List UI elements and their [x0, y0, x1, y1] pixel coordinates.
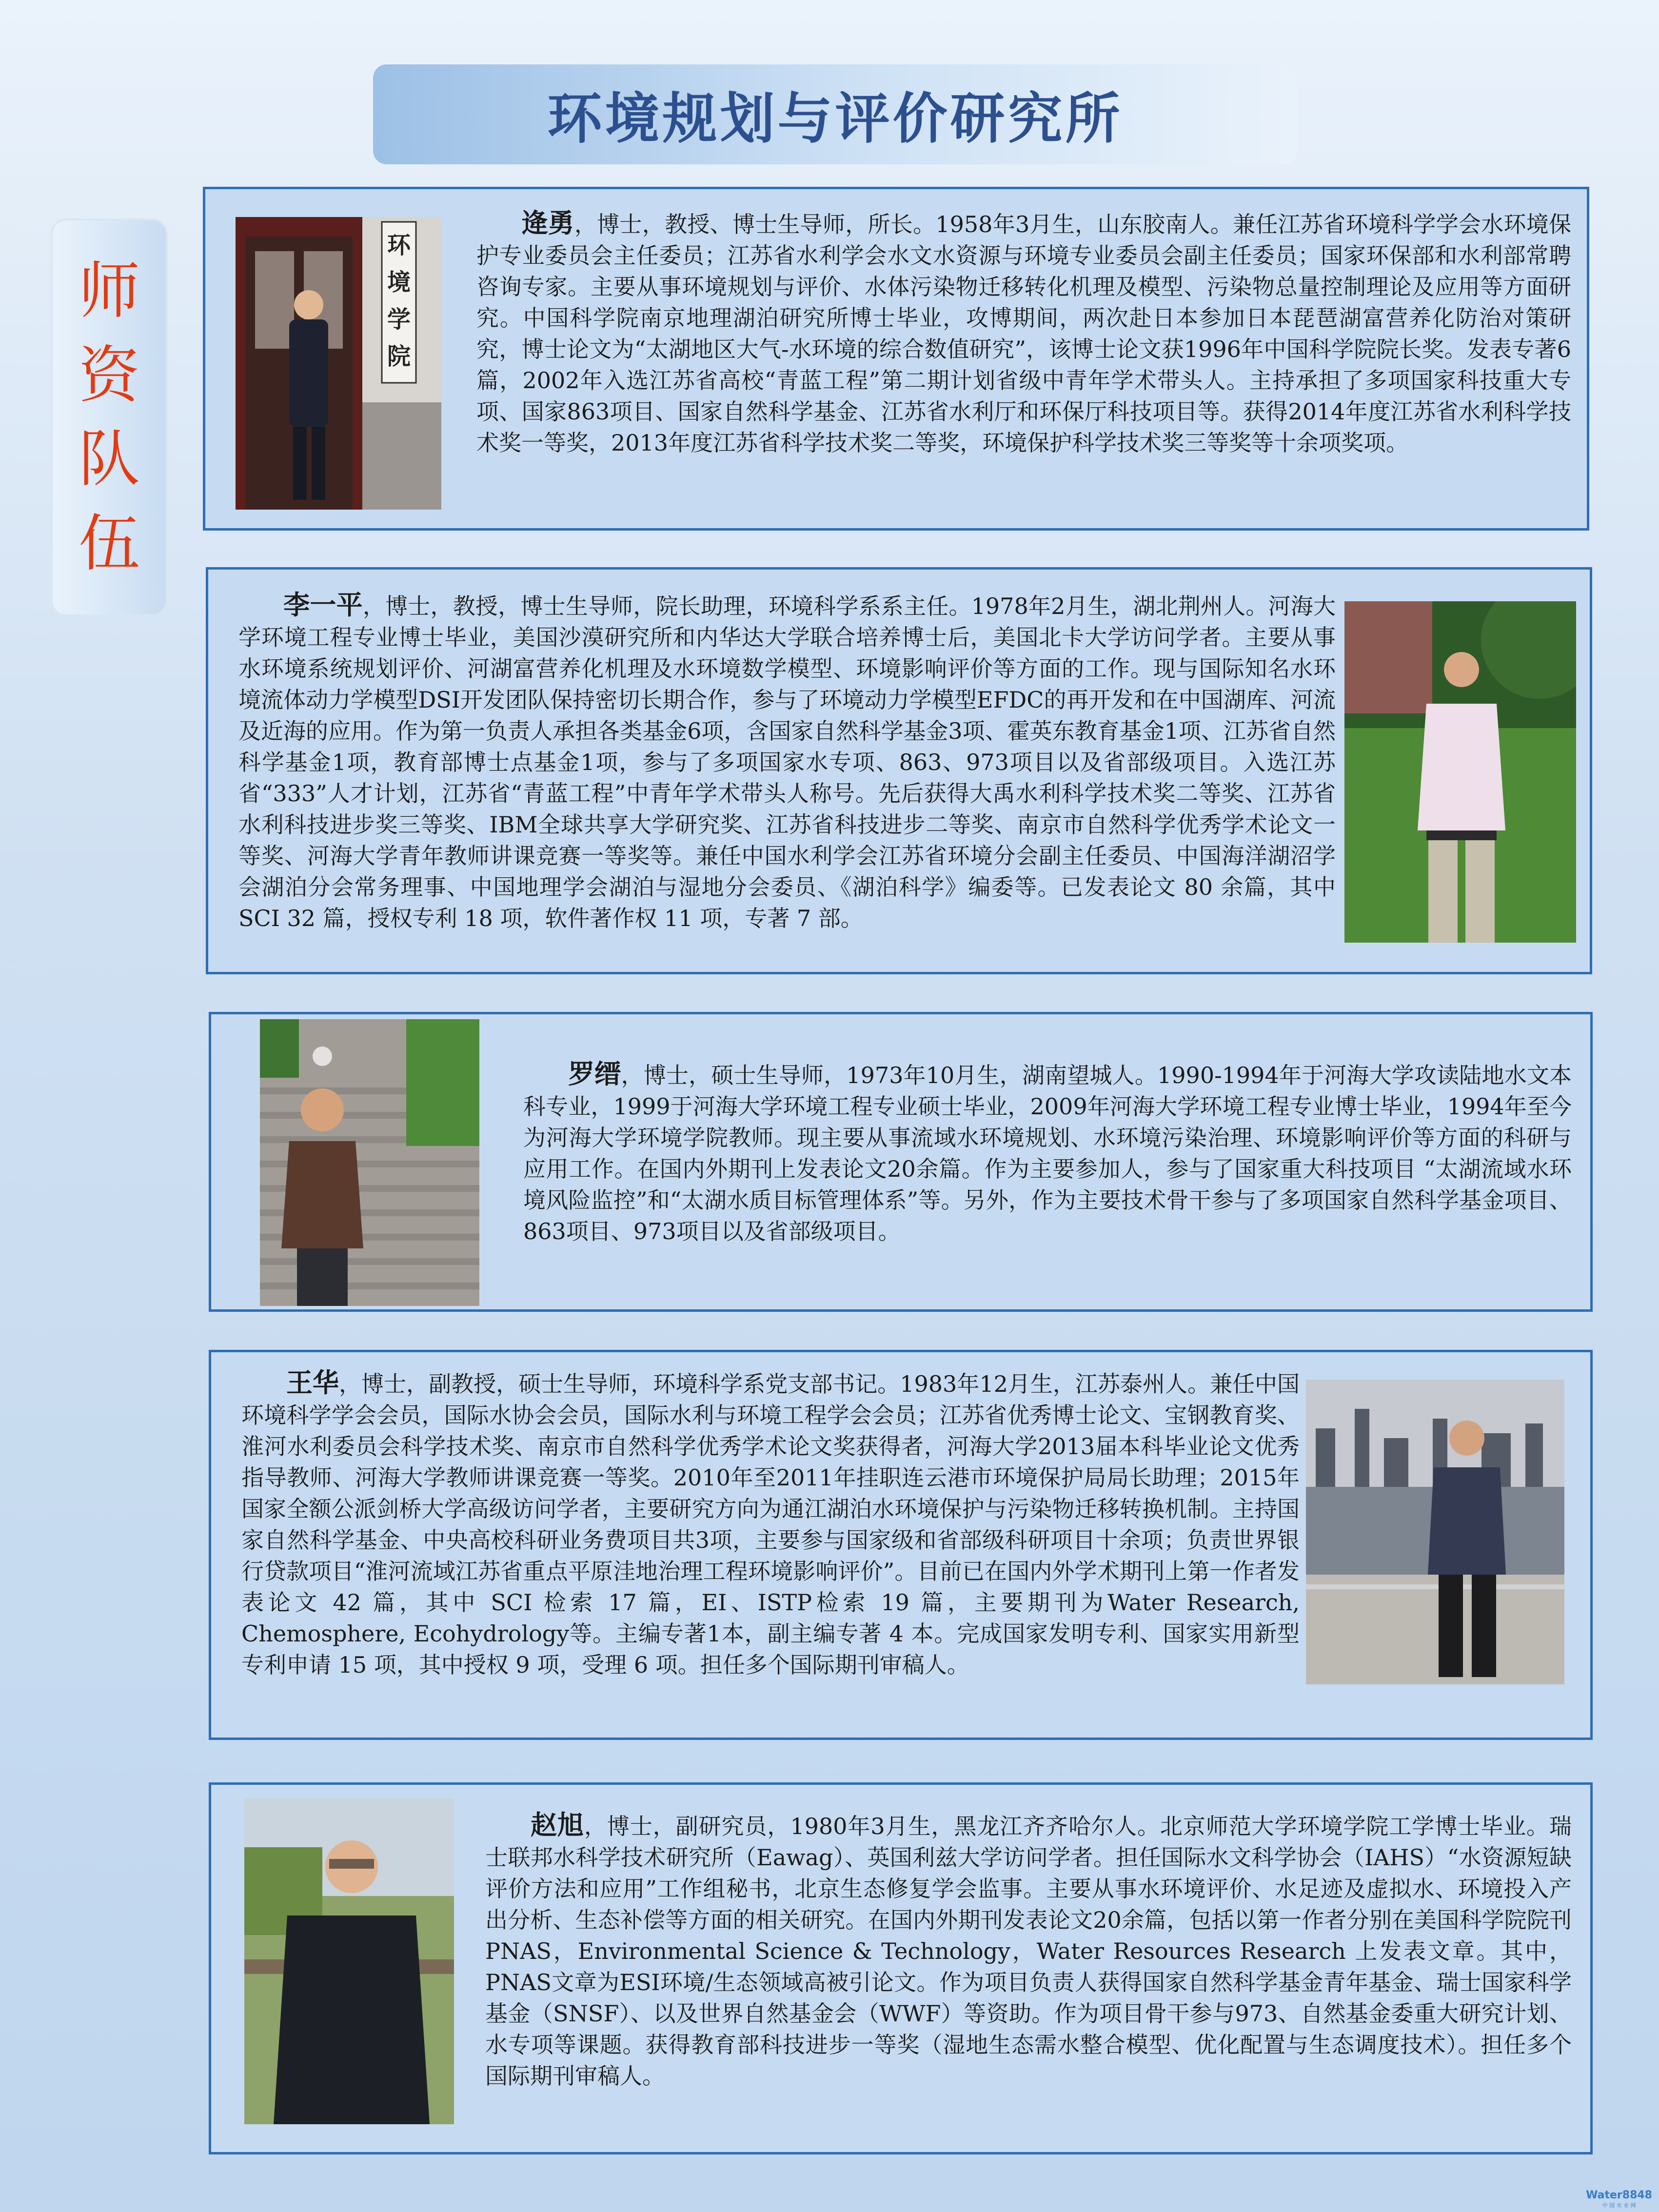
member-card	[209, 1782, 1593, 2154]
member-bio	[241, 1367, 1300, 1680]
side-label-char: 队	[79, 423, 140, 495]
member-card	[209, 1012, 1593, 1312]
member-photo	[1344, 601, 1576, 943]
member-name: 罗缙	[568, 1058, 621, 1089]
member-name: 李一平	[283, 589, 363, 620]
member-photo	[236, 217, 441, 510]
member-photo	[260, 1019, 479, 1306]
member-description: ，博士，教授、博士生导师，所长。1958年3月生，山东胶南人。兼任江苏省环境科学学会水环境保护专业委员会主任委员；江苏省水利学会水文水资源与环境专业委员会副主任委员；国家环保部和水利部常聘咨询专家。主要从事环境规划与评价、水体污染物迁移转化机理及模型、污染物总量控制理论及应用等方面研究。中国科学院南京地理湖泊研究所博士毕业，攻博期间，两次赴日本参加日本琵琶湖富营养化防治对策研究，博士论文为“太湖地区大气-水环境的综合数值研究”，该博士论文获1996年中国科学院院长奖。发表专著6篇，2002年入选江苏省高校“青蓝工程”第二期计划省级中青年学术带头人。主持承担了多项国家科技重大专项、国家863项目、国家自然科学基金、江苏省水利厅和环保厅科技项目等。获得2014年度江苏省水利科学技术奖一等奖，2013年度江苏省科学技术奖二等奖，环境保护科学技术奖三等奖等十余项奖项。	[476, 211, 1571, 456]
member-bio	[476, 207, 1571, 458]
member-card	[206, 567, 1592, 974]
member-bio	[238, 589, 1336, 934]
member-bio	[485, 1809, 1572, 2092]
side-label-tab	[51, 218, 168, 616]
member-description: ，博士，教授，博士生导师，院长助理，环境科学系系主任。1978年2月生，湖北荆州人。河海大学环境工程专业博士毕业，美国沙漠研究所和内华达大学联合培养博士后，美国北卡大学访问学者。主要从事水环境系统规划评价、河湖富营养化机理及水环境数学模型、环境影响评价等方面的工作。现与国际知名水环境流体动力学模型DSI开发团队保持密切长期合作，参与了环境动力学模型EFDC的再开发和在中国湖库、河流及近海的应用。作为第一负责人承担各类基金6项，含国家自然科学基金3项、霍英东教育基金1项、江苏省自然科学基金1项，教育部博士点基金1项，参与了多项国家水专项、863、973项目以及省部级项目。入选江苏省“333”人才计划，江苏省“青蓝工程”中青年学术带头人称号。先后获得大禹水利科学技术奖二等奖、江苏省水利科技进步奖三等奖、IBM全球共享大学研究奖、江苏省科技进步二等奖、南京市自然科学优秀学术论文一等奖、河海大学青年教师讲课竞赛一等奖等。兼任中国水利学会江苏省环境分会副主任委员、中国海洋湖沼学会湖泊分会常务理事、中国地理学会湖泊与湿地分会委员、《湖泊科学》编委等。已发表论文 80 余篇，其中SCI 32 篇，授权专利 18 项，软件著作权 11 项，专著 7 部。	[238, 593, 1336, 931]
watermark-brand: Water8848	[1586, 2189, 1652, 2201]
page-title: 环境规划与评价研究所	[547, 87, 1123, 151]
title-banner	[373, 64, 1297, 164]
member-name: 逄勇	[521, 207, 574, 238]
member-photo	[244, 1798, 454, 2124]
member-card	[209, 1350, 1593, 1740]
member-name: 赵旭	[530, 1809, 584, 1840]
watermark-logo	[1586, 2189, 1652, 2209]
member-description: ，博士，副研究员，1980年3月生，黑龙江齐齐哈尔人。北京师范大学环境学院工学博士毕业。瑞士联邦水科学技术研究所（Eawag）、英国利兹大学访问学者。担任国际水文科学协会（IAHS）“水资源短缺评价方法和应用”工作组秘书，北京生态修复学会监事。主要从事水环境评价、水足迹及虚拟水、环境投入产出分析、生态补偿等方面的相关研究。在国内外期刊发表论文20余篇，包括以第一作者分别在美国科学院院刊PNAS，Environmental Science & Technology，Water Resources Research 上发表文章。其中，PNAS文章为ESI环境/生态领域高被引论文。作为项目负责人获得国家自然科学基金青年基金、瑞士国家科学基金（SNSF）、以及世界自然基金会（WWF）等资助。作为项目骨干参与973、自然基金委重大研究计划、水专项等课题。获得教育部科技进步一等奖（湿地生态需水整合模型、优化配置与生态调度技术）。担任多个国际期刊审稿人。	[485, 1813, 1572, 2089]
member-description: ，博士，硕士生导师，1973年10月生，湖南望城人。1990-1994年于河海大学攻读陆地水文本科专业，1999于河海大学环境工程专业硕士毕业，2009年河海大学环境工程专业博士毕业，1994年至今为河海大学环境学院教师。现主要从事流域水环境规划、水环境污染治理、环境影响评价等方面的科研与应用工作。在国内外期刊上发表论文20余篇。作为主要参加人，参与了国家重大科技项目 “太湖流域水环境风险监控”和“太湖水质目标管理体系”等。另外，作为主要技术骨干参与了多项国家自然科学基金项目、863项目、973项目以及省部级项目。	[523, 1062, 1572, 1244]
member-bio	[523, 1058, 1572, 1247]
member-card	[203, 187, 1589, 531]
member-description: ，博士，副教授，硕士生导师，环境科学系党支部书记。1983年12月生，江苏泰州人。兼任中国环境科学学会会员，国际水协会会员，国际水利与环境工程学会会员；江苏省优秀博士论文、宝钢教育奖、淮河水利委员会科学技术奖、南京市自然科学优秀学术论文奖获得者，河海大学2013届本科毕业论文优秀指导教师、河海大学教师讲课竞赛一等奖。2010年至2011年挂职连云港市环境保护局局长助理；2015年国家全额公派剑桥大学高级访问学者，主要研究方向为通江湖泊水环境保护与污染物迁移转换机制。主持国家自然科学基金、中央高校科研业务费项目共3项，主要参与国家级和省部级科研项目十余项；负责世界银行贷款项目“淮河流域江苏省重点平原洼地治理工程环境影响评价”。目前已在国内外学术期刊上第一作者发表论文 42 篇，其中 SCI 检索 17 篇，EI、ISTP检索 19 篇，主要期刊为Water Research, Chemosphere, Ecohydrology等。主编专著1本，副主编专著 4 本。完成国家发明专利、国家实用新型专利申请 15 项，其中授权 9 项，受理 6 项。担任多个国际期刊审稿人。	[241, 1371, 1300, 1678]
photo-sign: 环 境 学 院	[387, 232, 411, 370]
member-photo	[1306, 1380, 1564, 1684]
side-label-char: 师	[79, 255, 140, 327]
side-label-char: 伍	[79, 507, 140, 579]
watermark-subtitle: 中 国 水 业 网	[1602, 2202, 1636, 2209]
side-label-char: 资	[79, 339, 140, 411]
member-name: 王华	[286, 1367, 339, 1398]
